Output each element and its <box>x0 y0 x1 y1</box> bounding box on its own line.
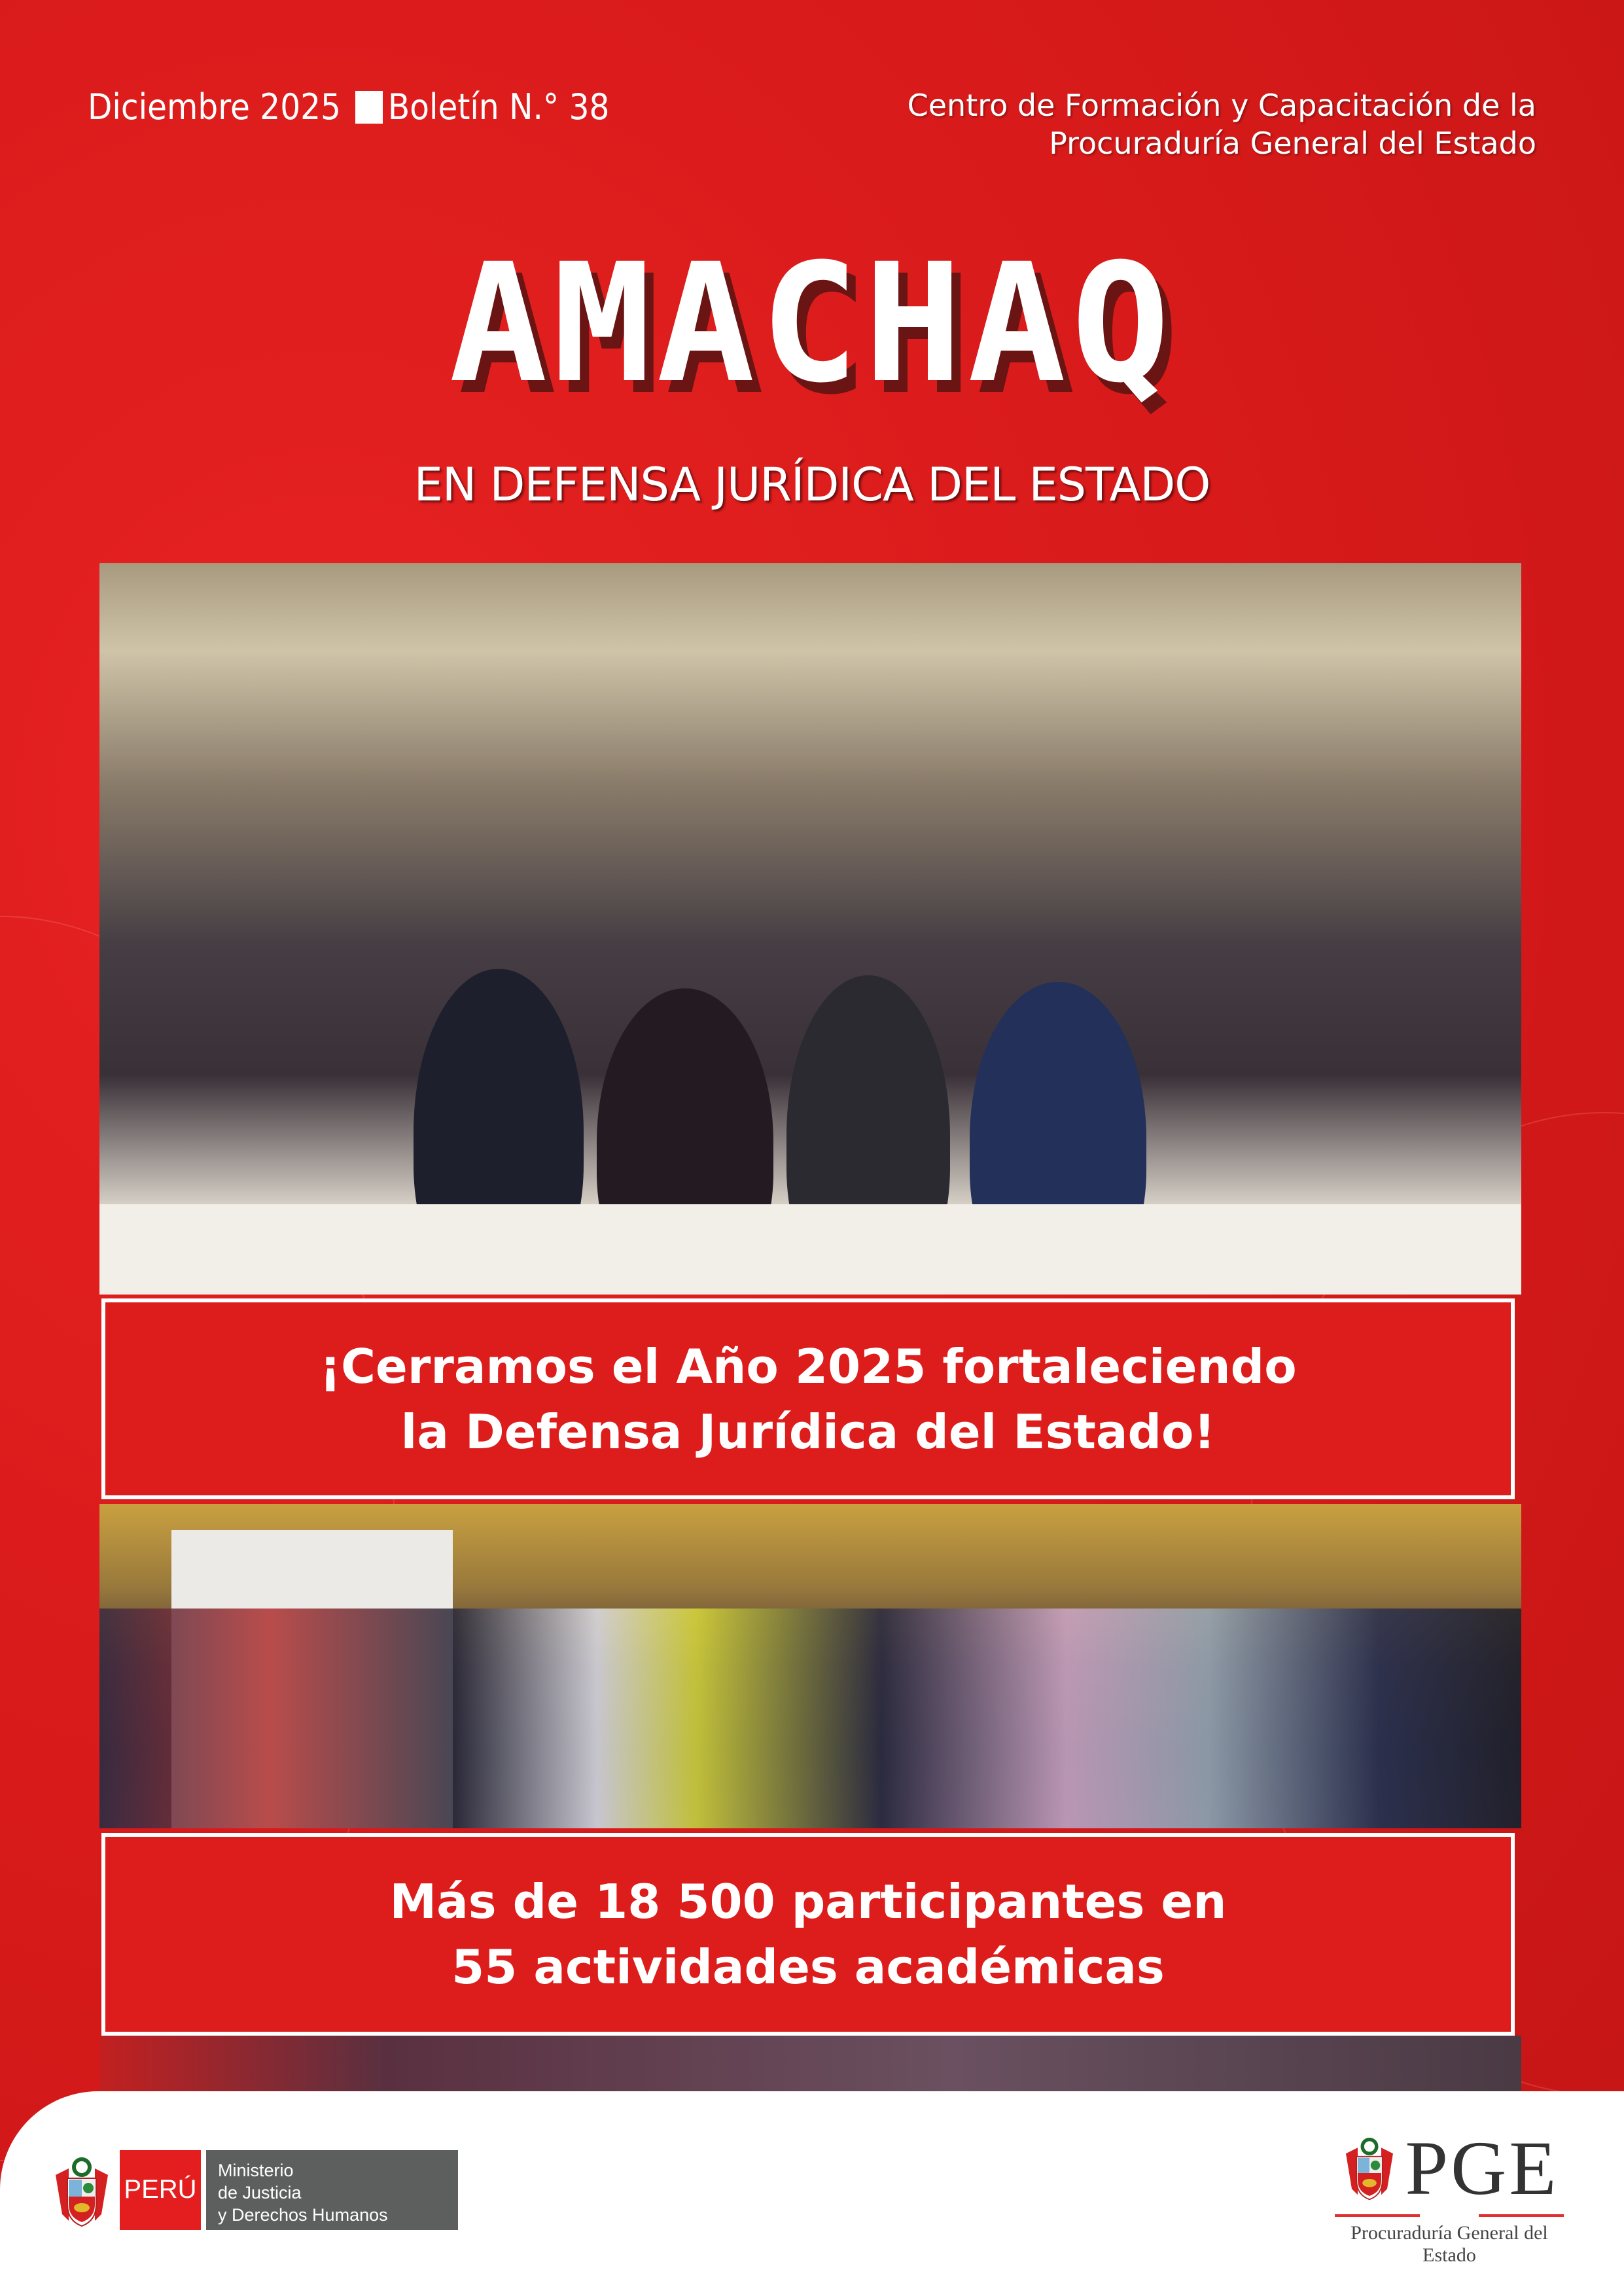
headline-line: ¡Cerramos el Año 2025 fortaleciendo <box>319 1338 1297 1394</box>
square-separator-icon <box>355 91 383 124</box>
pge-name-line-2: Estado <box>1422 2244 1476 2266</box>
peru-coat-of-arms-icon <box>49 2149 115 2231</box>
event-photo-group <box>99 1504 1521 1828</box>
masthead-subtitle: EN DEFENSA JURÍDICA DEL ESTADO <box>414 458 1210 512</box>
publisher-line-2: Procuraduría General del Estado <box>1049 126 1536 161</box>
pge-divider <box>1335 2214 1564 2217</box>
event-photo-strip <box>99 2036 1521 2095</box>
pge-logo <box>1335 2125 1564 2267</box>
ministry-line: Ministerio <box>218 2160 294 2180</box>
minjus-logo <box>49 2149 458 2231</box>
headline-line: 55 actividades académicas <box>451 1939 1165 1994</box>
pge-acronym: PGE <box>1405 2125 1559 2211</box>
headline-line: Más de 18 500 participantes en <box>389 1874 1227 1929</box>
table <box>99 1204 1521 1295</box>
bulletin-number: Boletín N.° 38 <box>387 86 610 128</box>
peru-coat-of-arms-icon <box>1340 2129 1399 2208</box>
feature-headline-1 <box>101 1298 1515 1499</box>
publisher-line-1: Centro de Formación y Capacitación de la <box>907 88 1536 123</box>
feature-headline-2 <box>101 1833 1515 2036</box>
peru-label: PERÚ <box>120 2150 201 2230</box>
group-people <box>99 1609 1521 1828</box>
issue-info <box>88 86 609 128</box>
pge-name-line-1: Procuraduría General del <box>1350 2222 1548 2244</box>
ministry-name <box>206 2150 458 2230</box>
publisher <box>908 86 1536 162</box>
issue-date: Diciembre 2025 <box>88 86 341 128</box>
ministry-line: de Justicia <box>218 2182 302 2202</box>
headline-line: la Defensa Jurídica del Estado! <box>400 1404 1216 1459</box>
event-photo-auditorium <box>99 563 1521 1295</box>
ministry-line: y Derechos Humanos <box>218 2204 388 2225</box>
masthead-title: AMACHAQ <box>449 228 1175 419</box>
